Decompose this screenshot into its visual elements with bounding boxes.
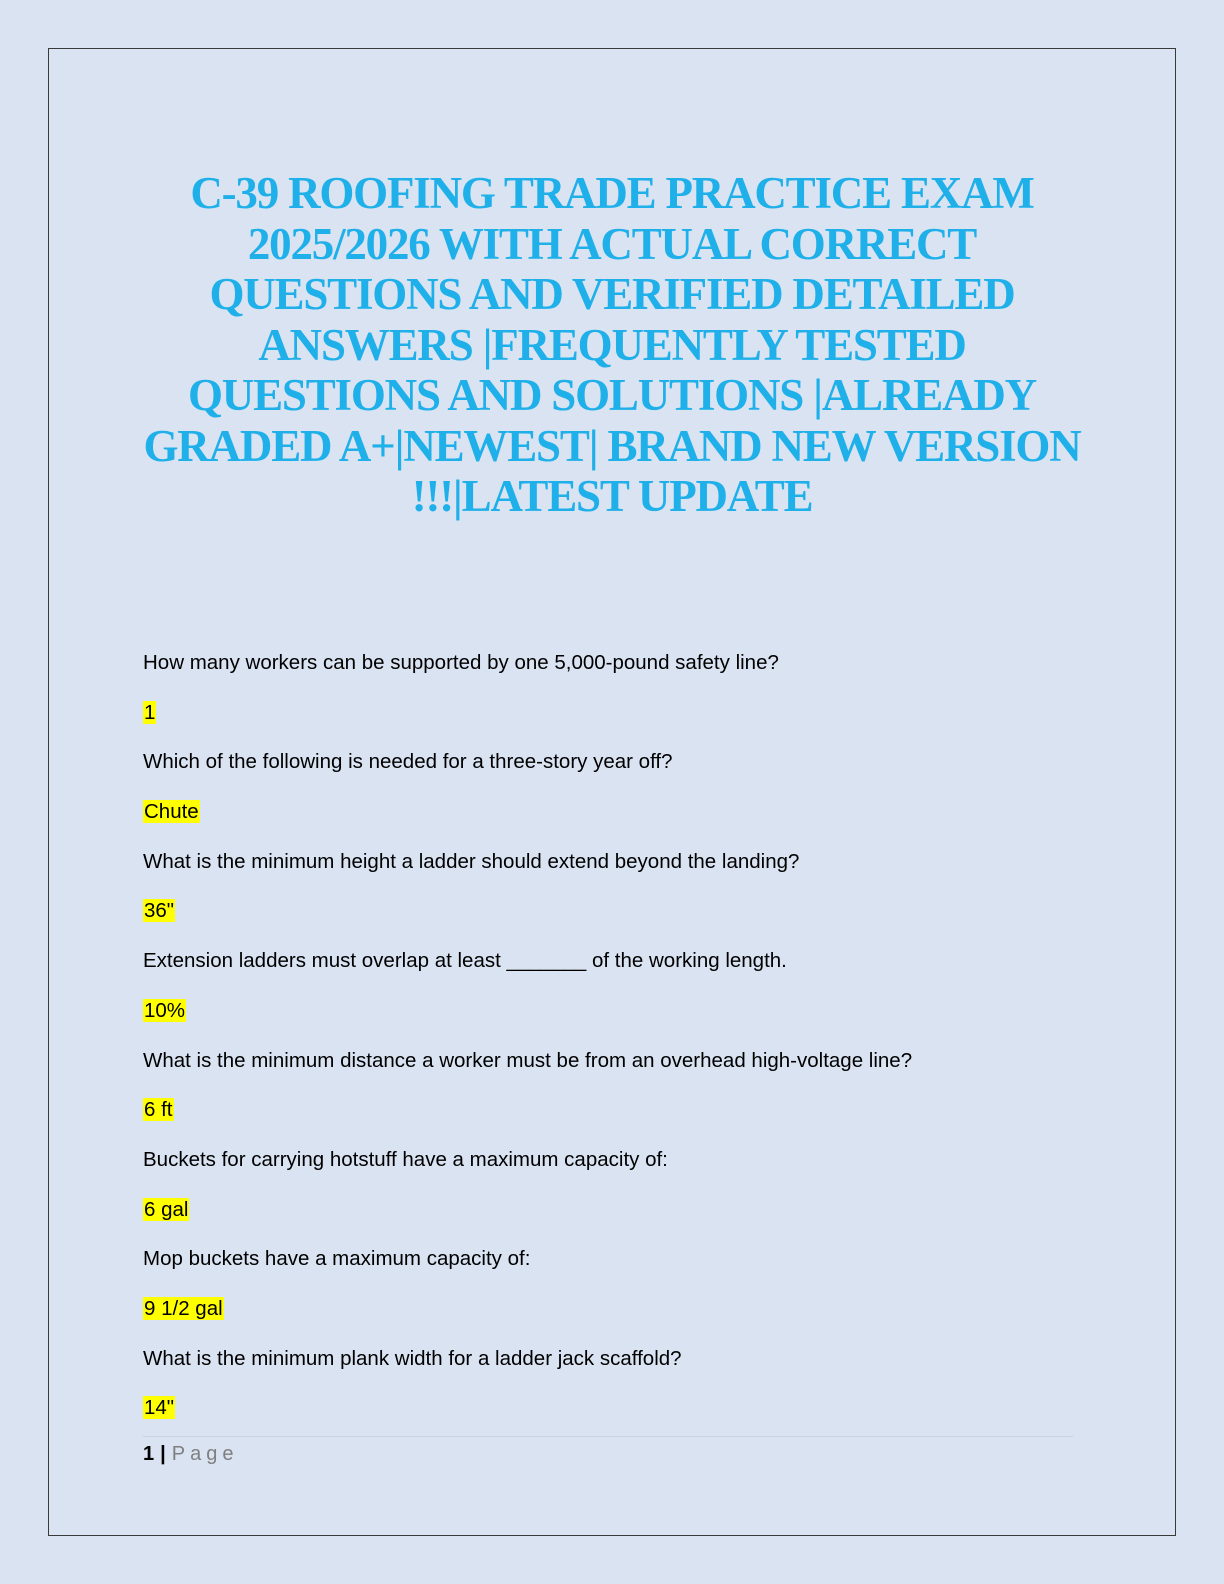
question-text: Mop buckets have a maximum capacity of: (143, 1247, 531, 1271)
question-text: Buckets for carrying hotstuff have a maximum capacity of: (143, 1147, 668, 1171)
answer-highlight: 9 1/2 gal (144, 1296, 223, 1320)
answer-row (143, 1197, 1083, 1247)
question-text: How many workers can be supported by one 5,000-pound safety line? (143, 651, 779, 674)
question-text: Which of the following is needed for a three-story year off? (143, 750, 673, 774)
answer-highlight: 6 ft (144, 1098, 173, 1122)
answer-row (143, 898, 1083, 948)
answer-row (143, 998, 1083, 1048)
answer-row (143, 1395, 1083, 1445)
answer-row (143, 1097, 1083, 1147)
title-line: ANSWERS |FREQUENTLY TESTED (258, 319, 966, 370)
footer-separator: | (160, 1443, 166, 1465)
answer-row (143, 799, 1083, 849)
answer-highlight: 1 (144, 700, 156, 724)
title-line: 2025/2026 WITH ACTUAL CORRECT (247, 218, 977, 269)
answer-highlight: 10% (144, 998, 186, 1022)
question-text: What is the minimum plank width for a ladder jack scaffold? (143, 1346, 682, 1370)
answer-highlight: Chute (144, 800, 199, 824)
page-footer (143, 1440, 238, 1468)
footer-divider (143, 1436, 1073, 1437)
title-line: GRADED A+|NEWEST| BRAND NEW VERSION (143, 420, 1081, 471)
title-line: QUESTIONS AND VERIFIED DETAILED (209, 269, 1015, 319)
answer-row (143, 1296, 1083, 1346)
title-line: QUESTIONS AND SOLUTIONS |ALREADY (188, 370, 1036, 420)
answer-highlight: 6 gal (144, 1197, 189, 1221)
answer-row (143, 700, 1083, 750)
answer-highlight: 36" (144, 899, 175, 923)
title-line: !!!|LATEST UPDATE (411, 471, 813, 521)
answer-highlight: 14" (144, 1396, 175, 1420)
page-label: Page (171, 1443, 239, 1465)
question-text: What is the minimum distance a worker must be from an overhead high-voltage line? (143, 1048, 913, 1072)
document-title (130, 168, 1094, 522)
question-answer-list (143, 650, 1083, 1445)
question-text: What is the minimum height a ladder should extend beyond the landing? (143, 849, 800, 873)
page-number: 1 (143, 1443, 155, 1465)
question-text: Extension ladders must overlap at least _______ of the working length. (143, 949, 787, 973)
title-line: C-39 ROOFING TRADE PRACTICE EXAM (190, 168, 1034, 218)
